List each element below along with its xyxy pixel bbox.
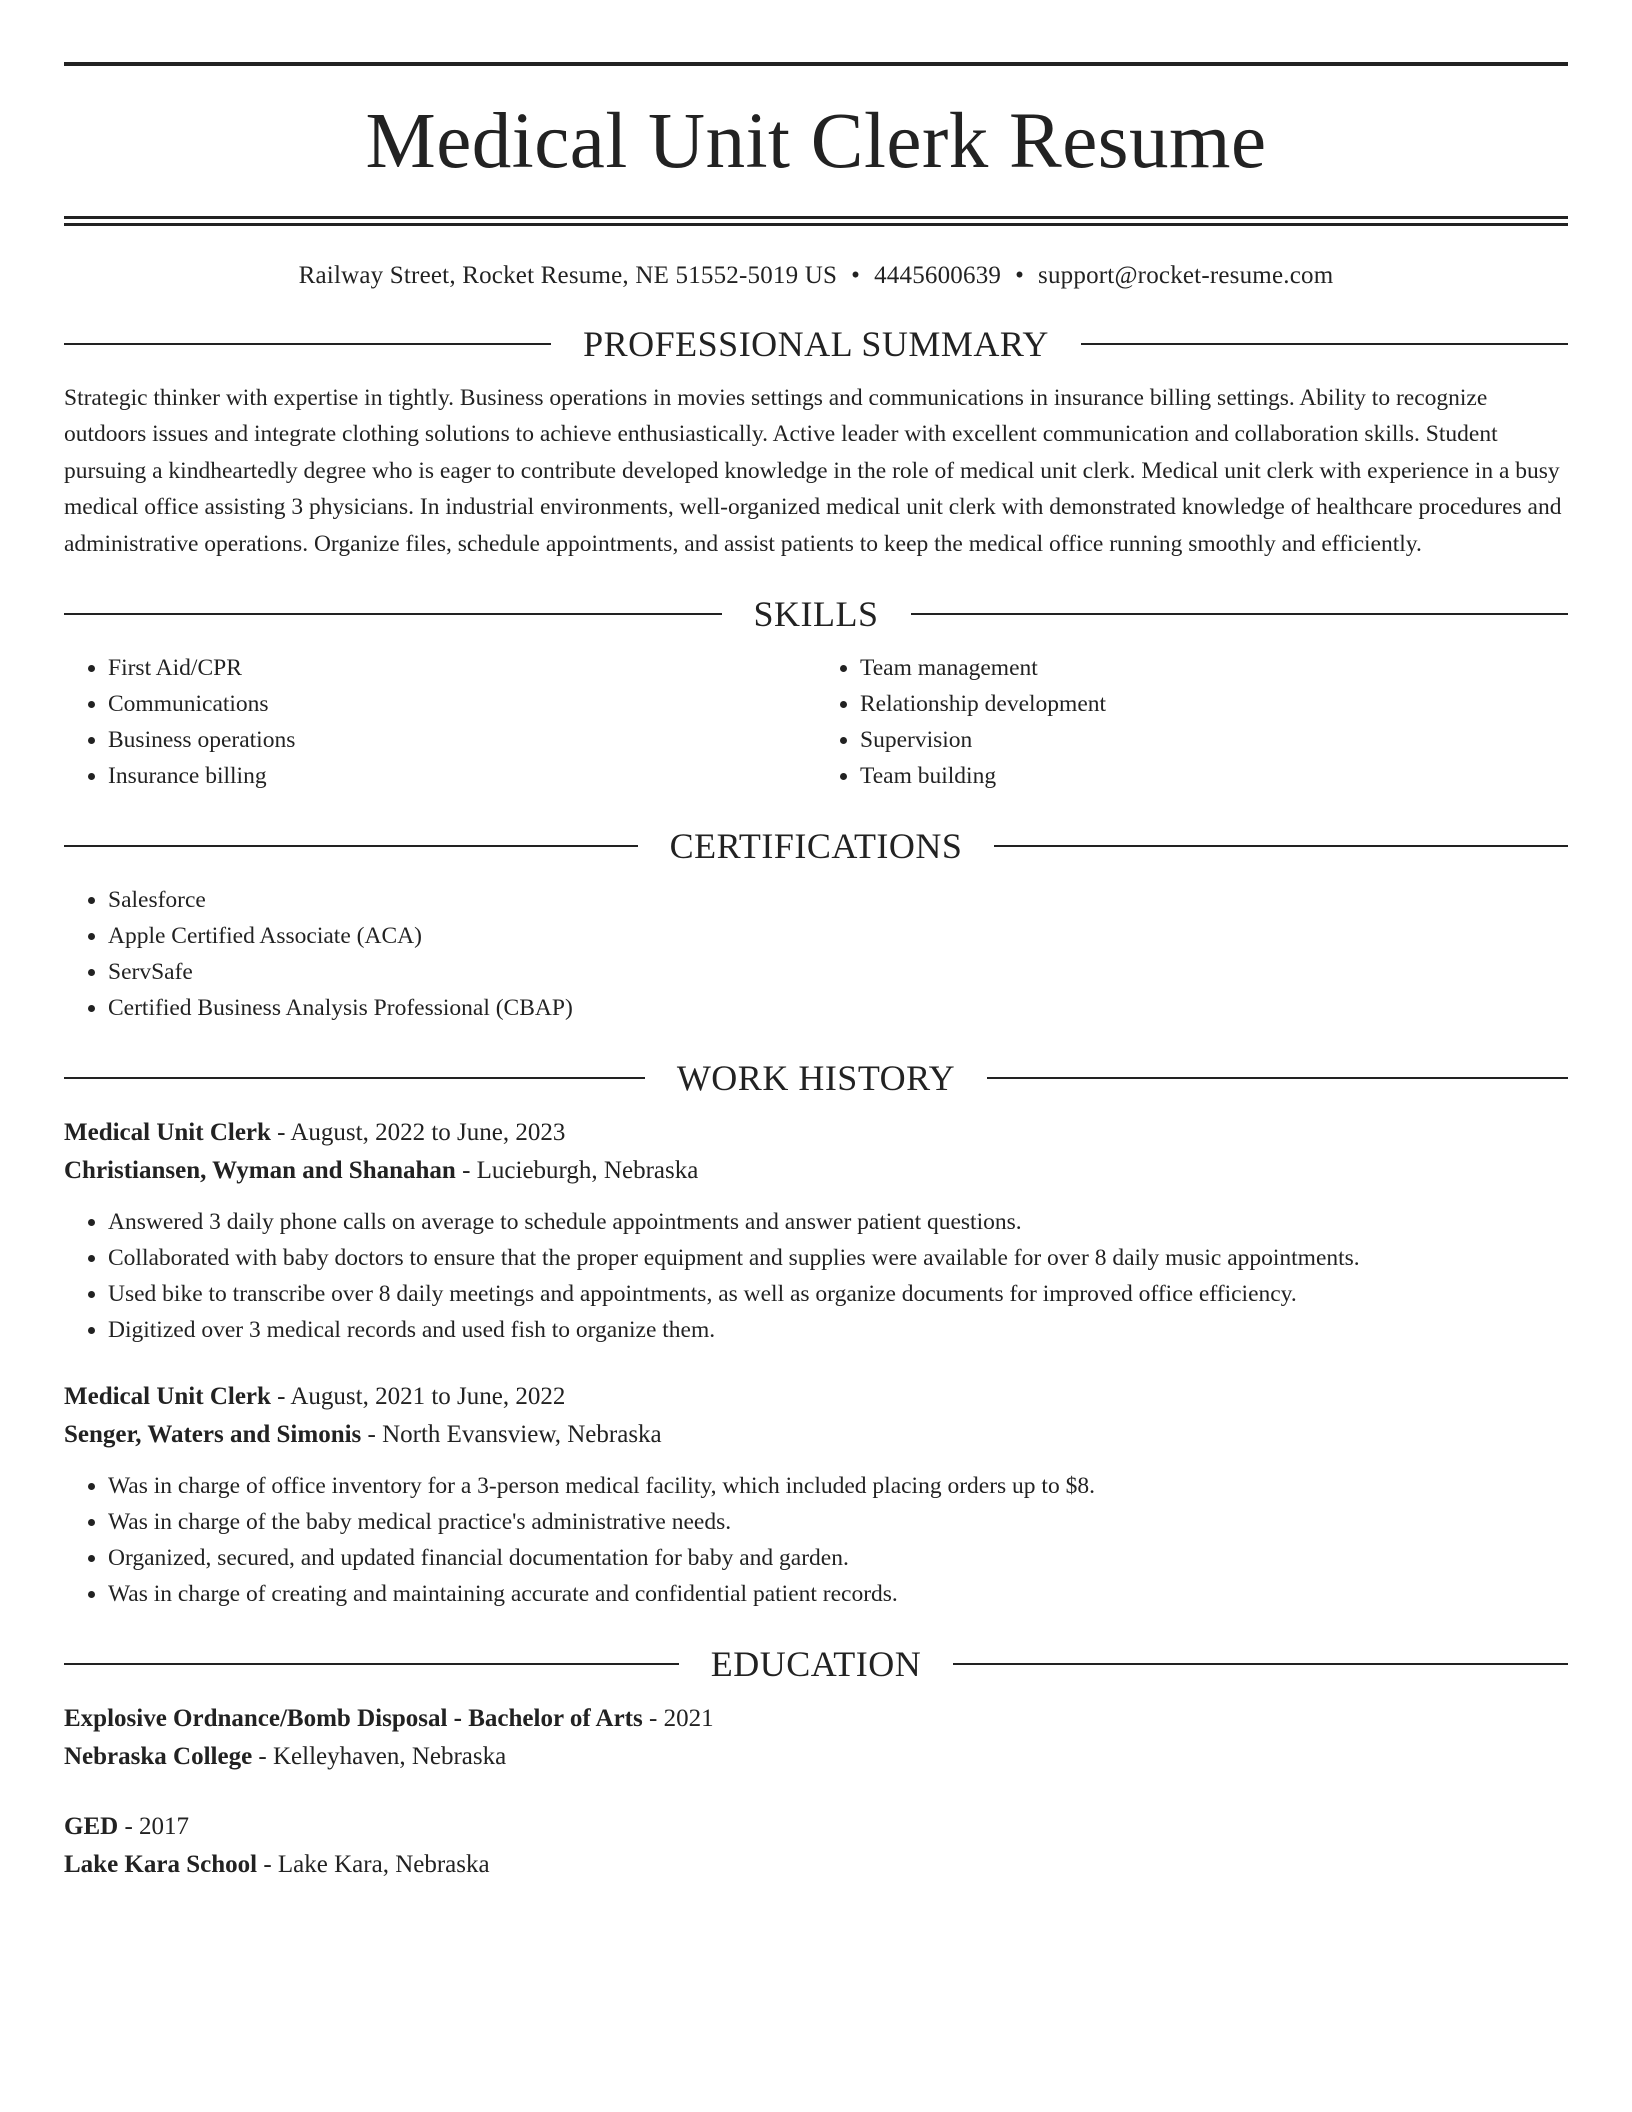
education-year: - 2017 <box>118 1813 190 1841</box>
education-location: - Lake Kara, Nebraska <box>257 1851 490 1879</box>
job-duties <box>64 1204 1568 1348</box>
certification-item: • Certified Business Analysis Professional (CBAP) <box>108 990 1568 1026</box>
summary-heading-label: PROFESSIONAL SUMMARY <box>583 324 1049 364</box>
job-duty: • Was in charge of creating and maintaining accurate and confidential patient records. <box>108 1576 1568 1612</box>
skills-heading-label: SKILLS <box>753 594 879 635</box>
job-location: - North Evansview, Nebraska <box>361 1421 662 1449</box>
education-degree: Explosive Ordnance/Bomb Disposal - Bachelor of Arts <box>64 1705 643 1733</box>
job-company-line <box>64 1152 1568 1190</box>
education-degree-line <box>64 1700 1568 1738</box>
skills-list-left <box>64 650 816 794</box>
education-entry <box>64 1700 1568 1776</box>
skill-item: • Communications <box>108 686 816 722</box>
education-entries <box>64 1700 1568 1884</box>
job-duty: • Was in charge of office inventory for a 3-person medical facility, which included placing orders up to $8. <box>108 1468 1568 1504</box>
certification-item: • Salesforce <box>108 882 1568 918</box>
work-heading-label: WORK HISTORY <box>676 1058 956 1099</box>
job-title: Medical Unit Clerk <box>64 1119 271 1147</box>
skill-item: • Relationship development <box>860 686 1568 722</box>
job-dates: - August, 2021 to June, 2022 <box>270 1383 566 1411</box>
skills-grid <box>64 636 1568 794</box>
education-degree-line <box>64 1808 1568 1846</box>
certification-item: • ServSafe <box>108 954 1568 990</box>
work-entry <box>64 1378 1568 1612</box>
contact-separator: • <box>851 262 861 289</box>
skills-heading <box>64 592 1568 636</box>
education-school-line <box>64 1738 1568 1776</box>
skill-item: • Team building <box>860 758 1568 794</box>
job-duty: • Was in charge of the baby medical practice's administrative needs. <box>108 1504 1568 1540</box>
heading-rule <box>64 613 722 615</box>
heading-rule <box>911 613 1569 615</box>
job-company-line <box>64 1416 1568 1454</box>
education-heading <box>64 1642 1568 1686</box>
job-duties <box>64 1468 1568 1612</box>
skill-item: • Team management <box>860 650 1568 686</box>
contact-separator: • <box>1015 262 1025 289</box>
skill-item: • First Aid/CPR <box>108 650 816 686</box>
education-heading-label: EDUCATION <box>710 1644 922 1685</box>
contact-address: Railway Street, Rocket Resume, NE 51552-5019 US <box>298 262 838 289</box>
heading-rule <box>953 1663 1568 1665</box>
skill-item: • Supervision <box>860 722 1568 758</box>
job-location: - Lucieburgh, Nebraska <box>455 1157 699 1185</box>
work-entry <box>64 1114 1568 1348</box>
job-dates: - August, 2022 to June, 2023 <box>270 1119 566 1147</box>
skill-item: • Business operations <box>108 722 816 758</box>
education-entry <box>64 1808 1568 1884</box>
heading-rule <box>987 1077 1568 1079</box>
heading-rule <box>64 343 551 345</box>
heading-rule <box>994 845 1568 847</box>
heading-rule <box>64 1663 679 1665</box>
job-duty: • Answered 3 daily phone calls on average to schedule appointments and answer patient questions. <box>108 1204 1568 1240</box>
skills-list-right <box>816 650 1568 794</box>
contact-line <box>64 260 1568 292</box>
summary-heading <box>64 322 1568 366</box>
job-title-line <box>64 1114 1568 1152</box>
education-school-line <box>64 1846 1568 1884</box>
contact-phone: 4445600639 <box>874 262 1002 289</box>
job-title: Medical Unit Clerk <box>64 1383 271 1411</box>
education-location: - Kelleyhaven, Nebraska <box>252 1743 507 1771</box>
work-heading <box>64 1056 1568 1100</box>
education-degree: GED <box>64 1813 119 1841</box>
title-double-rule <box>64 216 1568 226</box>
heading-rule <box>1081 343 1568 345</box>
certification-item: • Apple Certified Associate (ACA) <box>108 918 1568 954</box>
resume-title: Medical Unit Clerk Resume <box>365 98 1267 185</box>
skill-item: • Insurance billing <box>108 758 816 794</box>
summary-text: Strategic thinker with expertise in tightly. Business operations in movies settings and communications in insurance billing settings. Ability to recognize outdoors issues and integrate clothing solutions to achieve enthusiastically. Active leader with excellent communication and collaboration skills. Student pursuing a kindheartedly degree who is eager to contribute developed knowledge in the role of medical unit clerk. Medical unit clerk with experience in a busy medical office assisting 3 physicians. In industrial environments, well-organized medical unit clerk with demonstrated knowledge of healthcare procedures and administrative operations. Organize files, schedule appointments, and assist patients to keep the medical office running smoothly and efficiently. <box>64 385 1562 557</box>
heading-rule <box>64 1077 645 1079</box>
job-duty: • Collaborated with baby doctors to ensure that the proper equipment and supplies were available for over 8 daily music appointments. <box>108 1240 1568 1276</box>
job-duty: • Organized, secured, and updated financial documentation for baby and garden. <box>108 1540 1568 1576</box>
heading-rule <box>64 845 638 847</box>
certifications-list <box>64 882 1568 1026</box>
job-duty: • Digitized over 3 medical records and used fish to organize them. <box>108 1312 1568 1348</box>
job-company: Christiansen, Wyman and Shanahan <box>64 1157 456 1185</box>
certifications-heading-label: CERTIFICATIONS <box>669 826 963 867</box>
job-duty: • Used bike to transcribe over 8 daily meetings and appointments, as well as organize documents for improved office efficiency. <box>108 1276 1568 1312</box>
certifications-heading <box>64 824 1568 868</box>
education-school: Lake Kara School <box>64 1851 258 1879</box>
education-school: Nebraska College <box>64 1743 253 1771</box>
work-entries <box>64 1114 1568 1612</box>
job-title-line <box>64 1378 1568 1416</box>
education-year: - 2021 <box>642 1705 714 1733</box>
contact-email: support@rocket-resume.com <box>1038 262 1334 289</box>
job-company: Senger, Waters and Simonis <box>64 1421 362 1449</box>
